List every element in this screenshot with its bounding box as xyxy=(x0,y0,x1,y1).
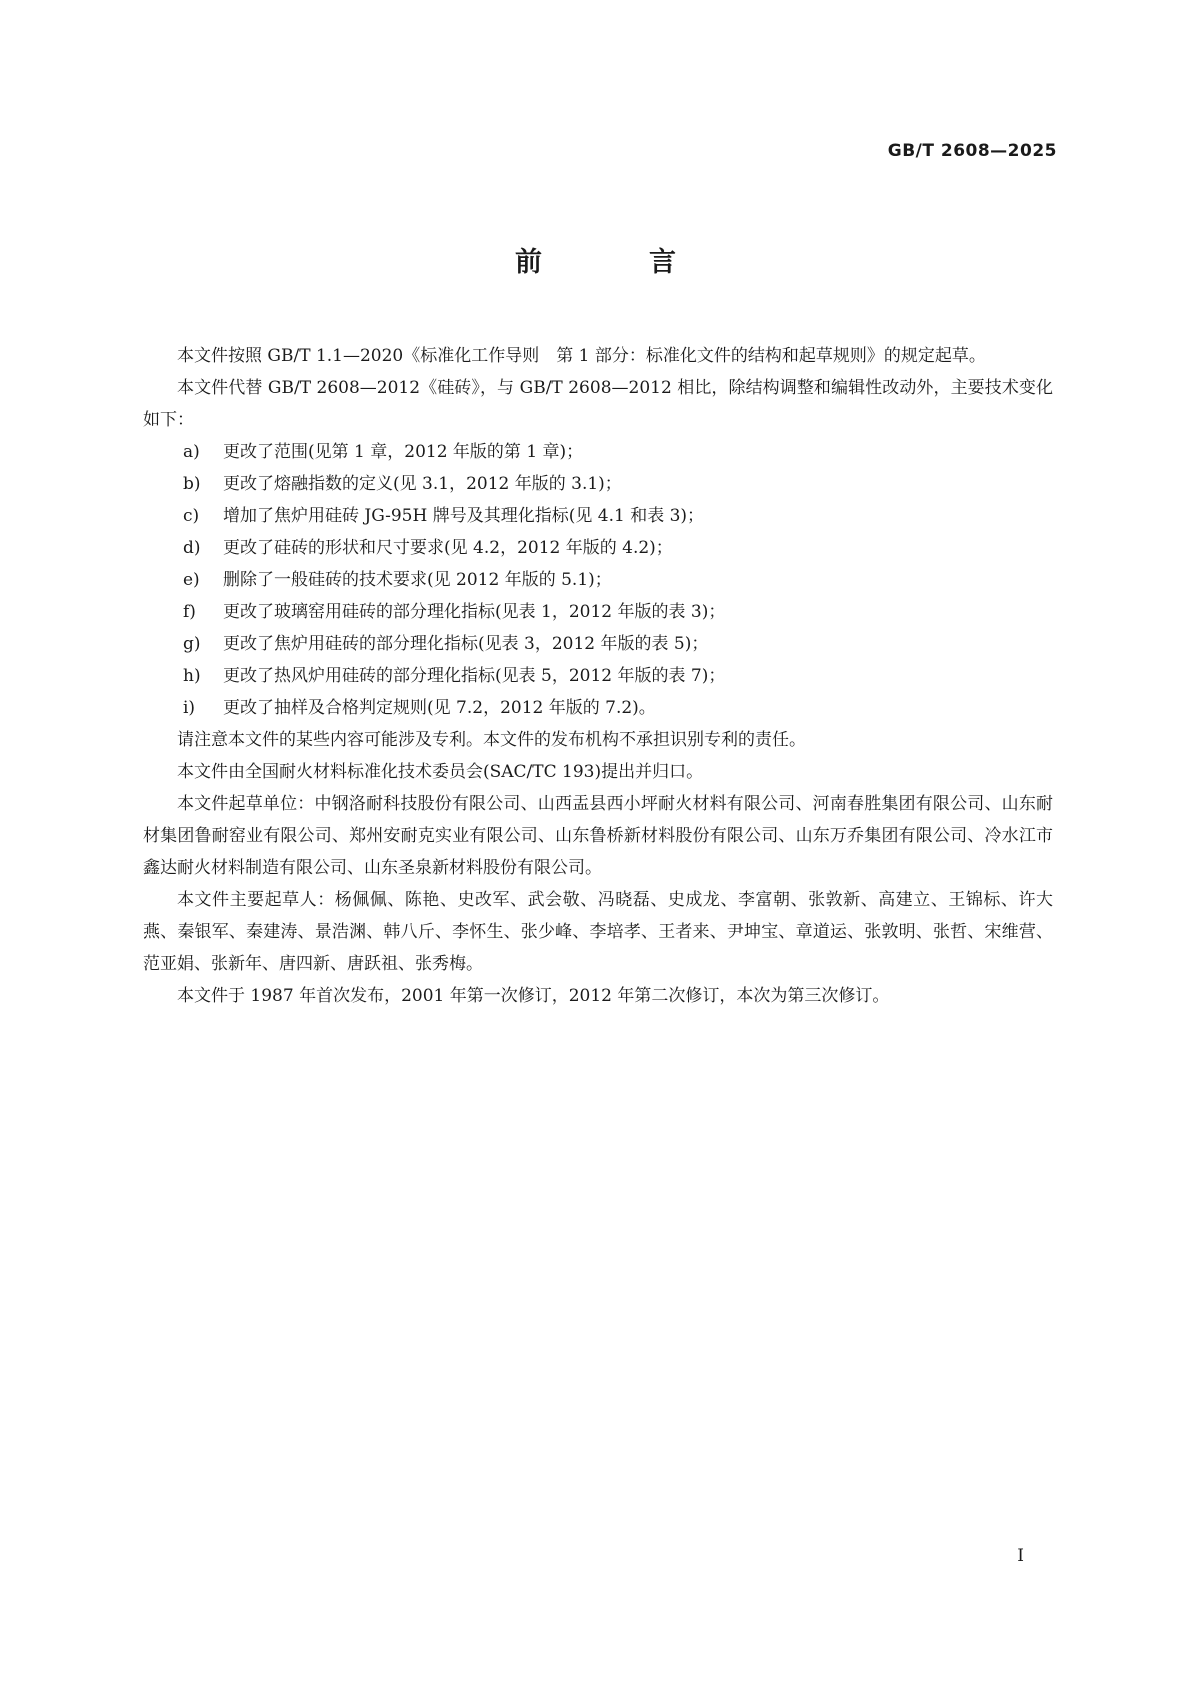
list-item-label: i) xyxy=(183,698,196,718)
list-item xyxy=(143,660,1053,692)
list-item-label: a) xyxy=(183,442,200,462)
list-item-label: e) xyxy=(183,570,200,590)
paragraph-drafters: 本文件主要起草人：杨佩佩、陈艳、史改军、武会敬、冯晓磊、史成龙、李富朝、张敦新、高建立、王锦标、许大燕、秦银军、秦建涛、景浩渊、韩八斤、李怀生、张少峰、李培孝、王者来、尹坤宝、章道运、张敦明、张哲、宋维营、范亚娟、张新年、唐四新、唐跃祖、张秀梅。 xyxy=(143,890,1053,974)
list-item xyxy=(143,500,1053,532)
list-item-label: f) xyxy=(183,602,196,622)
list-item xyxy=(143,436,1053,468)
list-item xyxy=(143,532,1053,564)
list-item-text: 更改了抽样及合格判定规则(见 7.2，2012 年版的 7.2)。 xyxy=(223,698,656,718)
list-item-text: 更改了焦炉用硅砖的部分理化指标(见表 3，2012 年版的表 5)； xyxy=(223,634,709,654)
list-item-text: 更改了范围(见第 1 章，2012 年版的第 1 章)； xyxy=(223,442,584,462)
list-item xyxy=(143,692,1053,724)
page-number: I xyxy=(1017,1546,1024,1566)
list-item-label: c) xyxy=(183,506,200,526)
list-item-label: d) xyxy=(183,538,201,558)
document-code: GB/T 2608—2025 xyxy=(887,141,1057,161)
paragraph-history: 本文件于 1987 年首次发布，2001 年第一次修订，2012 年第二次修订，本次为第三次修订。 xyxy=(177,986,890,1006)
list-item-text: 增加了焦炉用硅砖 JG-95H 牌号及其理化指标(见 4.1 和表 3)； xyxy=(223,506,705,526)
list-item-text: 更改了玻璃窑用硅砖的部分理化指标(见表 1，2012 年版的表 3)； xyxy=(223,602,726,622)
list-item-label: g) xyxy=(183,634,201,654)
paragraph-drafting-rules: 本文件按照 GB/T 1.1—2020《标准化工作导则 第 1 部分：标准化文件的结构和起草规则》的规定起草。 xyxy=(177,346,986,366)
list-item xyxy=(143,468,1053,500)
changes-list xyxy=(143,436,1053,724)
paragraph-replacement: 本文件代替 GB/T 2608—2012《硅砖》，与 GB/T 2608—2012 相比，除结构调整和编辑性改动外，主要技术变化如下： xyxy=(143,378,1053,430)
list-item-text: 删除了一般硅砖的技术要求(见 2012 年版的 5.1)； xyxy=(223,570,612,590)
foreword-body xyxy=(143,340,1053,1012)
list-item-text: 更改了硅砖的形状和尺寸要求(见 4.2，2012 年版的 4.2)； xyxy=(223,538,673,558)
paragraph-patent-notice: 请注意本文件的某些内容可能涉及专利。本文件的发布机构不承担识别专利的责任。 xyxy=(177,730,806,750)
list-item xyxy=(143,564,1053,596)
paragraph-committee: 本文件由全国耐火材料标准化技术委员会(SAC/TC 193)提出并归口。 xyxy=(177,762,704,782)
list-item-text: 更改了熔融指数的定义(见 3.1，2012 年版的 3.1)； xyxy=(223,474,622,494)
list-item-label: h) xyxy=(183,666,201,686)
paragraph-drafting-units: 本文件起草单位：中钢洛耐科技股份有限公司、山西盂县西小坪耐火材料有限公司、河南春胜集团有限公司、山东耐材集团鲁耐窑业有限公司、郑州安耐克实业有限公司、山东鲁桥新材料股份有限公司、山东万乔集团有限公司、冷水江市鑫达耐火材料制造有限公司、山东圣泉新材料股份有限公司。 xyxy=(143,794,1053,878)
list-item-text: 更改了热风炉用硅砖的部分理化指标(见表 5，2012 年版的表 7)； xyxy=(223,666,726,686)
list-item-label: b) xyxy=(183,474,201,494)
list-item xyxy=(143,596,1053,628)
list-item xyxy=(143,628,1053,660)
page-title: 前 言 xyxy=(515,247,716,278)
